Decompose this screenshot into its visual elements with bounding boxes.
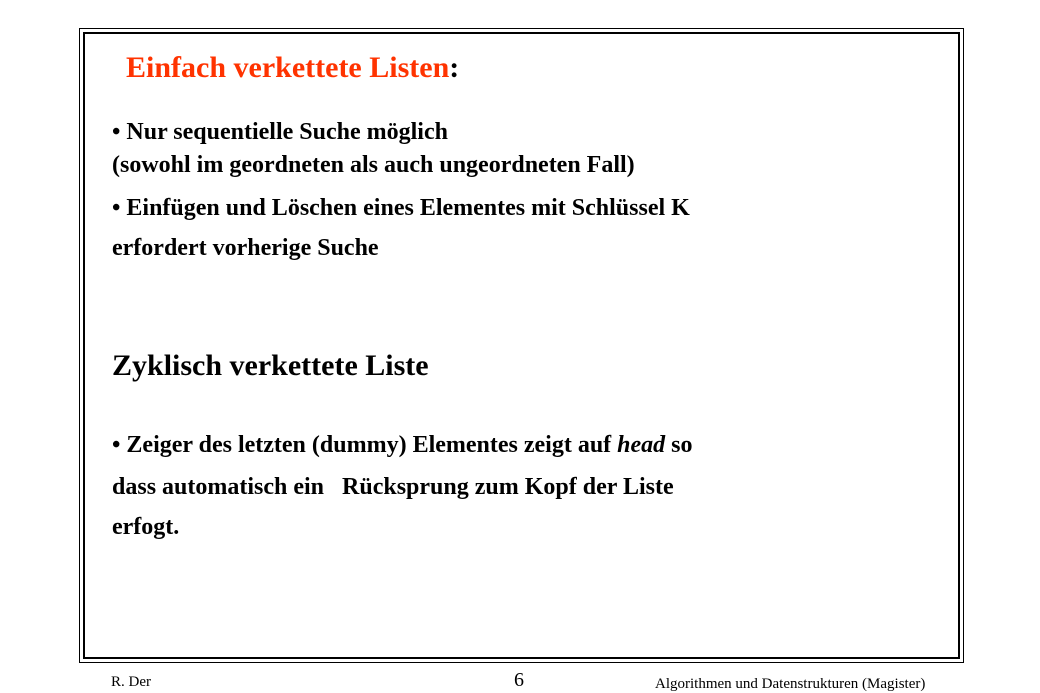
- footer-page-number: 6: [514, 669, 524, 691]
- bullet-sequential-search-cont: (sowohl im geordneten als auch ungeordneten Fall): [112, 152, 635, 178]
- bullet-insert-delete-cont: erfordert vorherige Suche: [112, 235, 379, 261]
- footer-author: R. Der: [111, 674, 151, 690]
- bullet-pointer-head-italic: head: [617, 432, 666, 458]
- bullet-pointer-line2: dass automatisch ein Rücksprung zum Kopf der Liste: [112, 474, 674, 500]
- footer-course: Algorithmen und Datenstrukturen (Magister): [655, 676, 926, 692]
- section-title-cyclic-list: Zyklisch verkettete Liste: [112, 349, 429, 382]
- slide-title-colon: :: [449, 51, 460, 84]
- slide-title-text: Einfach verkettete Listen: [126, 51, 450, 84]
- bullet-pointer-last-a: • Zeiger des letzten (dummy) Elementes zeigt auf: [112, 432, 618, 458]
- bullet-pointer-line3: erfogt.: [112, 514, 180, 540]
- bullet-insert-delete: • Einfügen und Löschen eines Elementes mit Schlüssel K: [112, 195, 690, 221]
- bullet-pointer-last-b: so: [665, 432, 693, 458]
- bullet-pointer-last: [112, 430, 693, 460]
- bullet-sequential-search: • Nur sequentielle Suche möglich: [112, 119, 448, 145]
- slide-title: [126, 50, 459, 86]
